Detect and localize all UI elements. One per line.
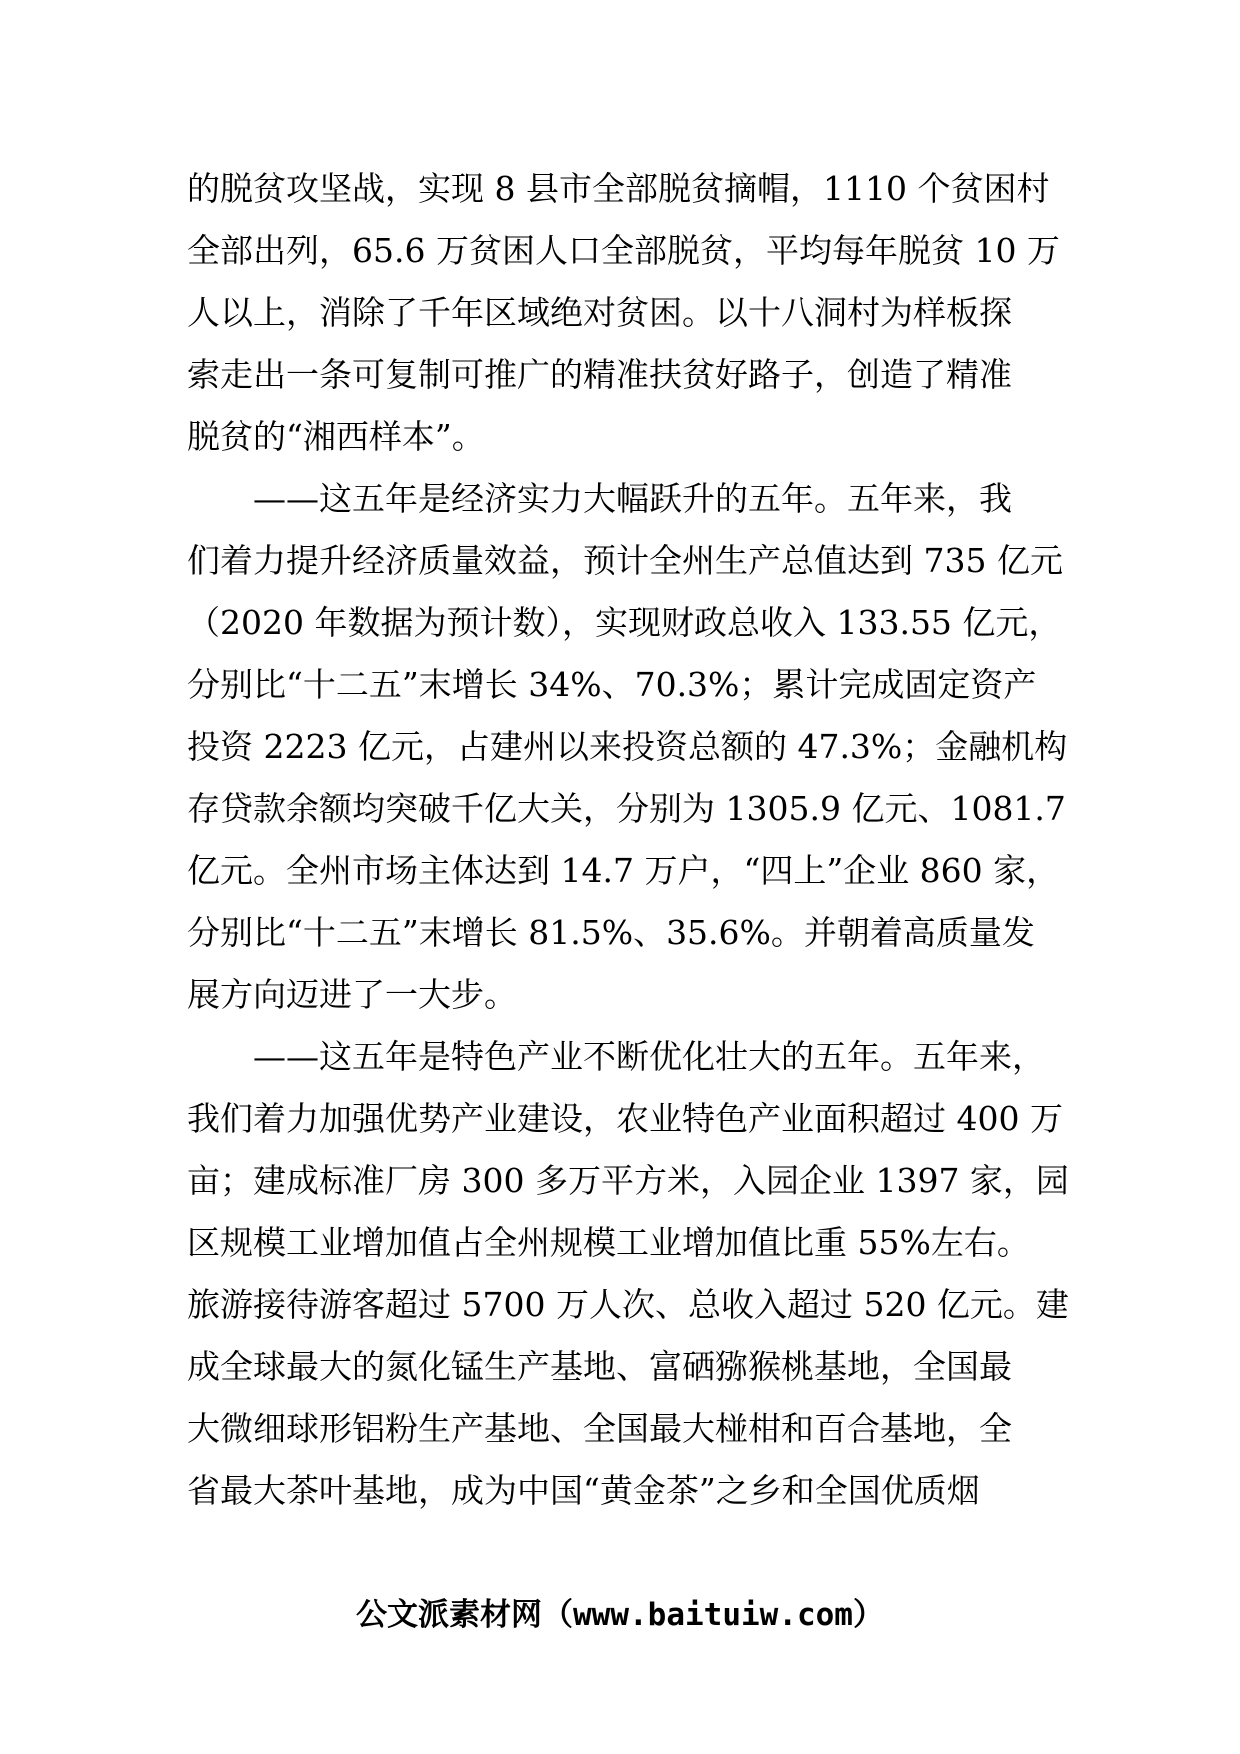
text-line: 省最大茶叶基地，成为中国“黄金茶”之乡和全国优质烟 <box>187 1471 980 1510</box>
text-line: 成全球最大的氮化锰生产基地、富硒猕猴桃基地，全国最 <box>187 1347 1012 1386</box>
text-line: 旅游接待游客超过 5700 万人次、总收入超过 520 亿元。建 <box>187 1285 1069 1324</box>
text-line: 展方向迈进了一大步。 <box>187 975 517 1014</box>
text-line: 亩；建成标准厂房 300 多万平方米，入园企业 1397 家，园 <box>187 1161 1069 1200</box>
text-line: 们着力提升经济质量效益，预计全州生产总值达到 735 亿元 <box>187 541 1063 580</box>
text-line: 投资 2223 亿元，占建州以来投资总额的 47.3%；金融机构 <box>187 727 1068 766</box>
page-footer-watermark: 公文派素材网（www.baituiw.com） <box>356 1597 884 1633</box>
text-line: 亿元。全州市场主体达到 14.7 万户，“四上”企业 860 家， <box>187 851 1060 890</box>
paragraph-start-line: ——这五年是经济实力大幅跃升的五年。五年来，我 <box>253 479 1012 518</box>
text-line: 分别比“十二五”末增长 81.5%、35.6%。并朝着高质量发 <box>187 913 1035 952</box>
paragraph-start-line: ——这五年是特色产业不断优化壮大的五年。五年来， <box>253 1037 1045 1076</box>
text-line: 索走出一条可复制可推广的精准扶贫好路子，创造了精准 <box>187 355 1012 394</box>
text-line: 人以上，消除了千年区域绝对贫困。以十八洞村为样板探 <box>187 293 1012 332</box>
text-line: 的脱贫攻坚战，实现 8 县市全部脱贫摘帽，1110 个贫困村 <box>187 169 1050 208</box>
text-line: 脱贫的“湘西样本”。 <box>187 417 485 456</box>
text-line: 区规模工业增加值占全州规模工业增加值比重 55%左右。 <box>187 1223 1030 1262</box>
text-line: 存贷款余额均突破千亿大关，分别为 1305.9 亿元、1081.7 <box>187 789 1066 828</box>
text-line: （2020 年数据为预计数），实现财政总收入 133.55 亿元， <box>187 603 1062 642</box>
text-line: 分别比“十二五”末增长 34%、70.3%；累计完成固定资产 <box>187 665 1037 704</box>
body-text <box>187 158 1072 1522</box>
text-line: 全部出列，65.6 万贫困人口全部脱贫，平均每年脱贫 10 万 <box>187 231 1060 270</box>
text-line: 我们着力加强优势产业建设，农业特色产业面积超过 400 万 <box>187 1099 1063 1138</box>
text-line: 大微细球形铝粉生产基地、全国最大椪柑和百合基地，全 <box>187 1409 1012 1448</box>
